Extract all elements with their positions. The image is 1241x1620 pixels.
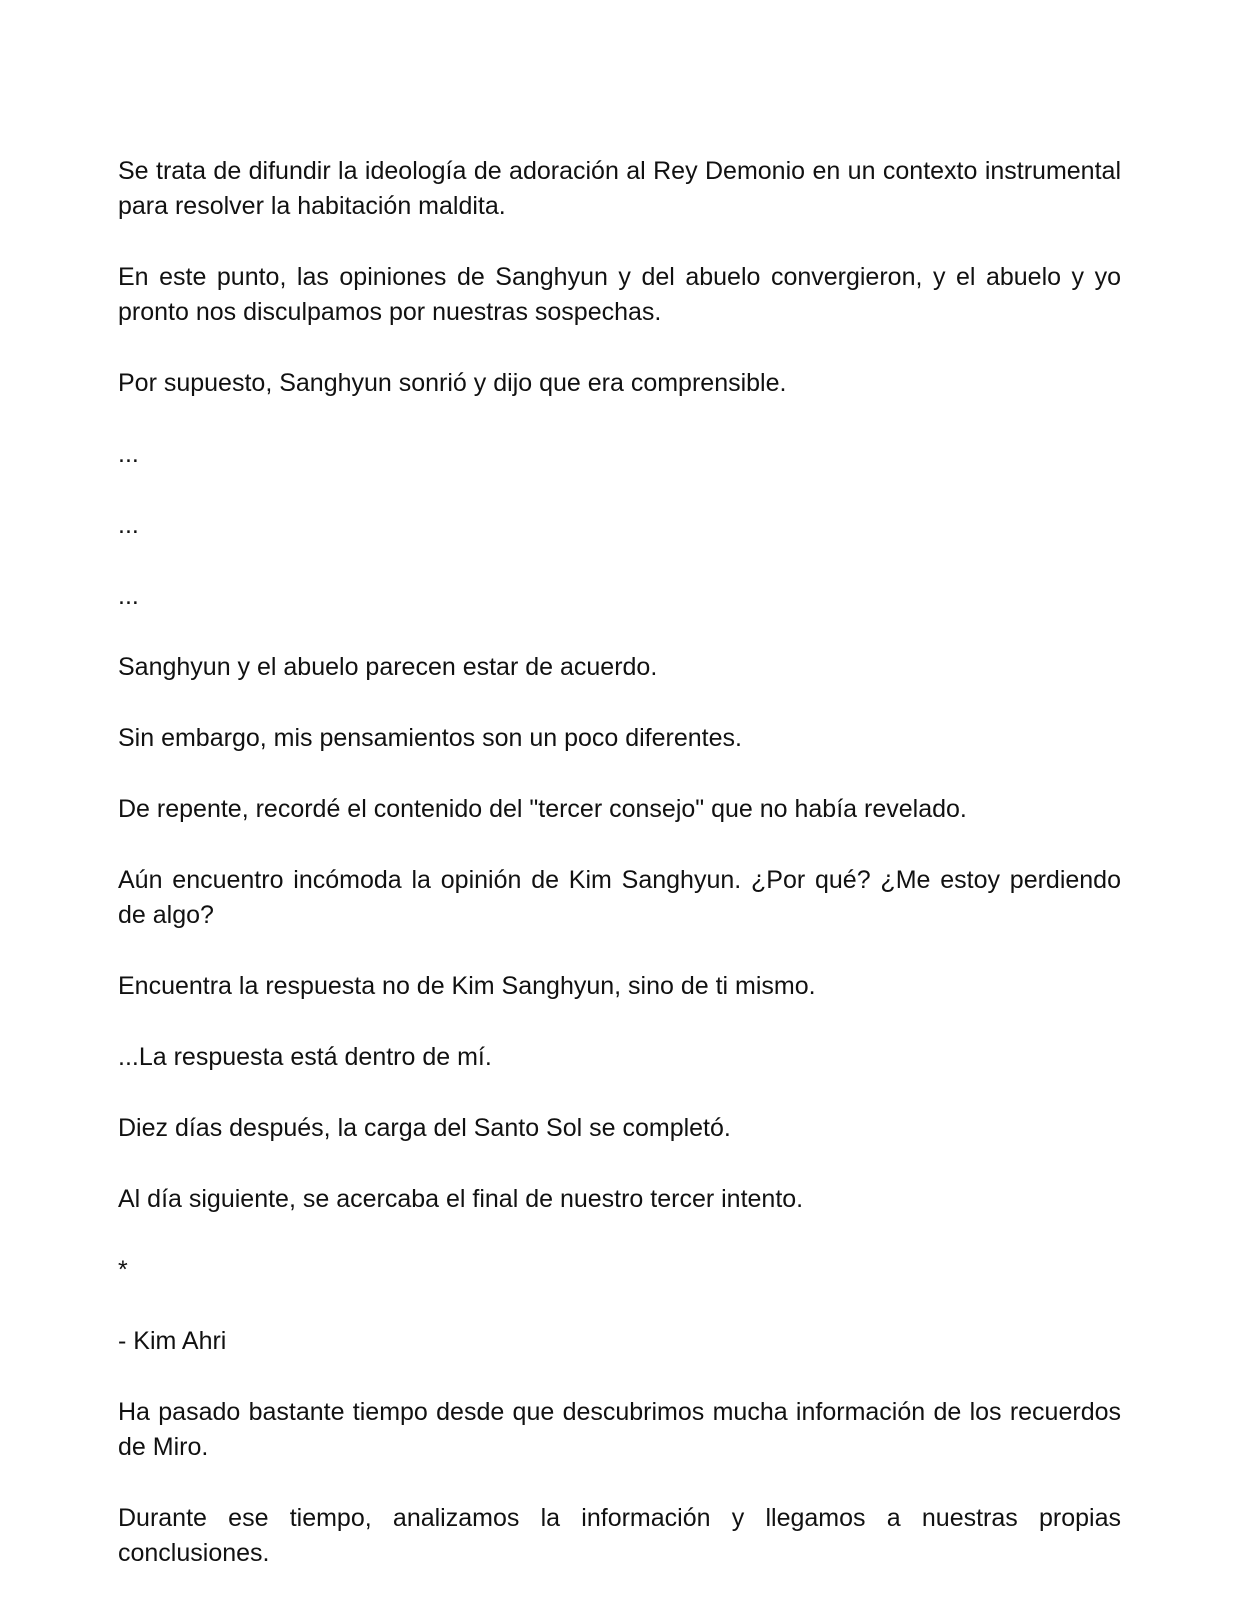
ellipsis-line: ... <box>118 511 139 539</box>
paragraph: Ha pasado bastante tiempo desde que descubrimos mucha información de los recuerdos de Miro. <box>118 1398 1121 1461</box>
paragraph: Aún encuentro incómoda la opinión de Kim Sanghyun. ¿Por qué? ¿Me estoy perdiendo de algo? <box>118 866 1121 929</box>
paragraph: Sin embargo, mis pensamientos son un poco diferentes. <box>118 724 742 752</box>
paragraph: Sanghyun y el abuelo parecen estar de acuerdo. <box>118 653 658 681</box>
ellipsis-line: ... <box>118 440 139 468</box>
paragraph: De repente, recordé el contenido del "tercer consejo" que no había revelado. <box>118 795 967 823</box>
paragraph: Encuentra la respuesta no de Kim Sanghyun, sino de ti mismo. <box>118 972 816 1000</box>
paragraph: Por supuesto, Sanghyun sonrió y dijo que era comprensible. <box>118 369 787 397</box>
pov-heading: - Kim Ahri <box>118 1327 227 1355</box>
body-text <box>118 154 1121 1571</box>
paragraph: En este punto, las opiniones de Sanghyun y del abuelo convergieron, y el abuelo y yo pronto nos disculpamos por nuestras sospechas. <box>118 263 1121 326</box>
scene-break: * <box>118 1256 128 1284</box>
paragraph: ...La respuesta está dentro de mí. <box>118 1043 492 1071</box>
ellipsis-line: ... <box>118 582 139 610</box>
paragraph: Diez días después, la carga del Santo Sol se completó. <box>118 1114 731 1142</box>
paragraph: Durante ese tiempo, analizamos la información y llegamos a nuestras propias conclusiones. <box>118 1504 1121 1567</box>
paragraph: Se trata de difundir la ideología de adoración al Rey Demonio en un contexto instrumental para resolver la habitación maldita. <box>118 157 1121 220</box>
paragraph: Al día siguiente, se acercaba el final de nuestro tercer intento. <box>118 1185 804 1213</box>
